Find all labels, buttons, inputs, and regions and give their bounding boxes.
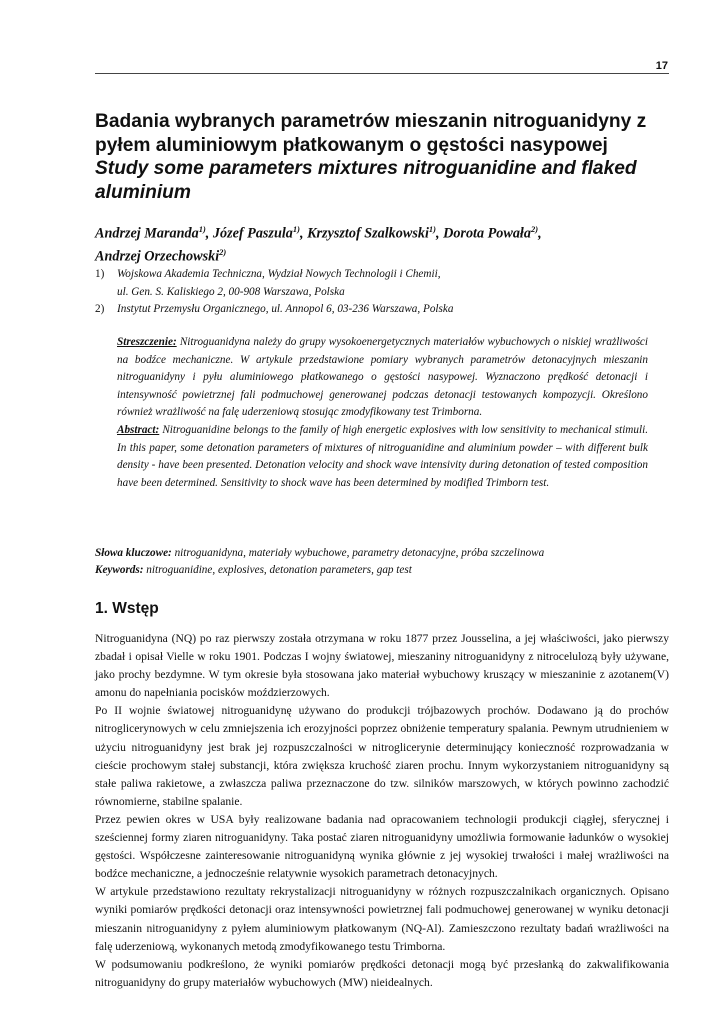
author: Józef Paszula (212, 225, 293, 242)
body-paragraph: W artykule przedstawiono rezultaty rekrystalizacji nitroguanidyny w różnych rozpuszczalnikach organicznych. Opisano wyniki pomiarów prędkości detonacji oraz intensywności powietrznej fali podmuchowej generowanej w wyniku detonacji mieszanin nitroguanidyny z pyłem aluminiowym płatkowanym (NQ-Al). Zamieszczono rezultaty badań wrażliwości na falę uderzeniową, wykonanych metodą zmodyfikowanego testu Trimborna. (95, 885, 669, 953)
author-affiliation-mark: 2) (219, 247, 227, 258)
affiliation-2 (95, 301, 675, 319)
body-paragraph: Po II wojnie światowej nitroguanidynę używano do produkcji trójbazowych prochów. Dodawano ją do prochów nitroglicerynowych w celu zmniejszenia ich erozyjności poprzez obniżenie temperatury spalania. Pewnym utrudnieniem w użyciu nitroguanidyny jest brak jej rozpuszczalności w nitroglicerynie determinujący konieczność rozprowadzania w cieście prochowym stałej substancji, która zwiększa kruchość ziaren prochu. Innym wykorzystaniem nitroguanidyny są stałe paliwa rakietowe, a zwłaszcza paliwa przeznaczone do tzw. silników marszowych, w których powinno zachodzić równomierne, stabilne spalanie. (95, 704, 669, 808)
affiliation-line: Instytut Przemysłu Organicznego, ul. Annopol 6, 03-236 Warszawa, Polska (117, 303, 454, 315)
affiliations (95, 266, 675, 319)
keywords-english-text: nitroguanidine, explosives, detonation parameters, gap test (146, 564, 412, 577)
authors: Andrzej Maranda$^{1)}$, Józef Paszula$^{1)}$, Krzysztof Szalkowski$^{1)}$, Dorota Powała$^{2)}$, Andrzej Orzechowski$^{2)}$ (95, 224, 542, 265)
affiliation-number: 2) (95, 303, 105, 315)
page-number: 17 (655, 60, 668, 72)
body-paragraph: Przez pewien okres w USA były realizowane badania nad opracowaniem technologii produkcji ciągłej, sferycznej i sześciennej formy ziaren nitroguanidyny. Taka postać ziaren nitroguanidyny umożliwia formowanie ładunków o wysokiej gęstości. Współczesne zainteresowanie nitroguanidyną wynika głównie z jej wysokiej trwałości i małej wrażliwości na bodźce mechaniczne, a jednocześnie relatywnie wysokich parametrach detonacyjnych. (95, 812, 669, 881)
abstract-english-text: Nitroguanidine belongs to the family of high energetic explosives with low sensitivity to mechanical stimuli. In this paper, some detonation parameters of mixtures of nitroguanidine and aluminium powder – with different bulk density - have been presented. Detonation velocity and shock wave intensivity during detonation of tested composition have been determined. Sensitivity to shock wave has been determined by modified Trimborn test. (117, 423, 648, 489)
author: Andrzej Maranda (95, 225, 199, 242)
keywords-english-label: Keywords: (95, 564, 144, 577)
header-rule (95, 73, 669, 74)
author-affiliation-mark: 1) (198, 224, 206, 234)
affiliation-line: Wojskowa Akademia Techniczna, Wydział Nowych Technologii i Chemii, (117, 268, 441, 280)
keywords-english (95, 562, 675, 579)
author: Krzysztof Szalkowski (307, 225, 429, 242)
abstract-english (117, 422, 648, 492)
abstract-polish-label: Streszczenie: (117, 336, 177, 348)
keywords-polish-label: Słowa kluczowe: (95, 547, 172, 559)
abstract-english-label: Abstract: (117, 423, 160, 436)
section-heading: 1. Wstęp (95, 600, 159, 617)
title-block (95, 110, 675, 204)
keywords-block (95, 545, 675, 579)
body-paragraph: W podsumowaniu podkreślono, że wyniki pomiarów prędkości detonacji mogą być przesłanką do zakwalifikowania nitroguanidyny do grupy materiałów wybuchowych (MW) nieidealnych. (95, 957, 669, 989)
title-english: Study some parameters mixtures nitroguanidine and flaked aluminium (95, 158, 637, 203)
author-affiliation-mark: 2) (530, 224, 539, 234)
title-polish: Badania wybranych parametrów mieszanin nitroguanidyny z pyłem aluminiowym płatkowanym o gęstości nasypowej (95, 111, 647, 156)
keywords-polish-text: nitroguanidyna, materiały wybuchowe, parametry detonacyjne, próba szczelinowa (174, 547, 545, 559)
abstract-block (117, 334, 648, 492)
affiliation-1 (95, 266, 675, 301)
author-affiliation-mark: 1) (428, 224, 436, 234)
keywords-polish (95, 545, 675, 562)
author-affiliation-mark: 1) (292, 224, 300, 234)
affiliation-number: 1) (95, 268, 105, 280)
author: Andrzej Orzechowski (95, 248, 220, 265)
body-paragraph: Nitroguanidyna (NQ) po raz pierwszy została otrzymana w roku 1877 przez Jousselina, a jej właściwości, jako pierwszy zbadał i opisał Vielle w roku 1901. Podczas I wojny światowej, mieszaniny nitroguanidyny z nitrocelulozą były używane, jako prochy bezdymne. W tym okresie była stosowana jako materiał wybuchowy kruszący w mieszaninie z azotanem(V) amonu do napełniania pocisków moździerzowych. (95, 632, 669, 700)
author: Dorota Powała (443, 225, 531, 242)
affiliation-line: ul. Gen. S. Kaliskiego 2, 00-908 Warszawa, Polska (117, 285, 345, 298)
abstract-polish-text: Nitroguanidyna należy do grupy wysokoenergetycznych materiałów wybuchowych o niskiej wrażliwości na bodźce mechaniczne. W artykule przedstawione pomiary wybranych parametrów detonacyjnych mieszanin nitroguanidyny i pyłu aluminiowego płatkowanego o gęstości nasypowej. Wyznaczono prędkość detonacji i intensywność powietrznej fali podmuchowej generowanej podczas detonacji testowanych kompozycji. Określono również wrażliwość na falę uderzeniową stosując zmodyfikowany test Trimborna. (117, 336, 648, 419)
section-body (95, 630, 669, 992)
abstract-polish (117, 334, 648, 422)
